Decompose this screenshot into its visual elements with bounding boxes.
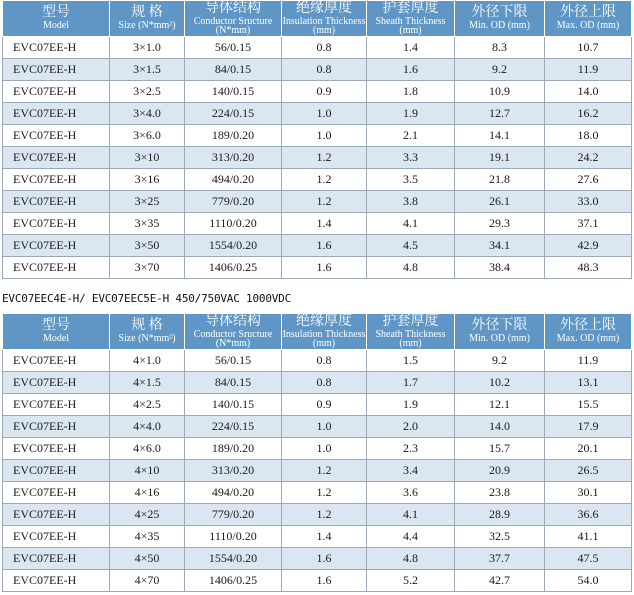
cell-insulation: 1.4 (282, 526, 367, 548)
cell-conductor: 189/0.20 (185, 125, 282, 147)
cell-sheath: 4.8 (367, 548, 455, 570)
header-conductor (185, 1, 282, 37)
cell-model: EVC07EE-H (3, 372, 110, 394)
cell-sheath: 4.8 (367, 257, 455, 279)
table-row (3, 235, 632, 257)
cell-insulation: 1.2 (282, 147, 367, 169)
cell-sheath: 2.1 (367, 125, 455, 147)
table-row (3, 570, 632, 592)
cell-sheath: 4.5 (367, 235, 455, 257)
cell-min-od: 20.9 (455, 460, 545, 482)
cell-model: EVC07EE-H (3, 169, 110, 191)
cell-model: EVC07EE-H (3, 81, 110, 103)
cell-min-od: 23.8 (455, 482, 545, 504)
cell-sheath: 3.4 (367, 460, 455, 482)
cell-conductor: 1554/0.20 (185, 235, 282, 257)
table-row (3, 125, 632, 147)
header-size (110, 314, 185, 350)
cell-insulation: 1.2 (282, 482, 367, 504)
header-row (3, 314, 632, 350)
product-caption: EVC07EEC4E-H/ EVC07EEC5E-H 450/750VAC 1000VDC (2, 292, 292, 305)
cell-conductor: 140/0.15 (185, 394, 282, 416)
cell-max-od: 11.9 (545, 59, 632, 81)
header-sheath-en: Sheath Thickness (mm) (375, 16, 446, 36)
cell-min-od: 32.5 (455, 526, 545, 548)
cell-size: 3×10 (110, 147, 185, 169)
cell-conductor: 779/0.20 (185, 191, 282, 213)
cell-insulation: 1.0 (282, 125, 367, 147)
cell-min-od: 28.9 (455, 504, 545, 526)
cell-size: 3×6.0 (110, 125, 185, 147)
header-insulation-en: Insulation Thickness (mm) (282, 329, 366, 349)
cell-insulation: 1.2 (282, 460, 367, 482)
cell-sheath: 1.6 (367, 59, 455, 81)
header-conductor-zh: 导体结构 (205, 314, 261, 329)
cell-max-od: 37.1 (545, 213, 632, 235)
cell-min-od: 10.9 (455, 81, 545, 103)
cell-size: 4×10 (110, 460, 185, 482)
cell-max-od: 20.1 (545, 438, 632, 460)
cell-min-od: 12.1 (455, 394, 545, 416)
cell-max-od: 24.2 (545, 147, 632, 169)
cell-min-od: 14.0 (455, 416, 545, 438)
cell-size: 4×25 (110, 504, 185, 526)
cell-max-od: 48.3 (545, 257, 632, 279)
table-row (3, 147, 632, 169)
cell-min-od: 26.1 (455, 191, 545, 213)
table-row (3, 372, 632, 394)
table-row (3, 257, 632, 279)
cell-max-od: 10.7 (545, 37, 632, 59)
cell-min-od: 14.1 (455, 125, 545, 147)
cell-model: EVC07EE-H (3, 235, 110, 257)
cell-min-od: 12.7 (455, 103, 545, 125)
table-row (3, 504, 632, 526)
cell-model: EVC07EE-H (3, 59, 110, 81)
header-max-od (545, 1, 632, 37)
cell-insulation: 0.9 (282, 394, 367, 416)
cell-insulation: 1.0 (282, 103, 367, 125)
cell-size: 4×16 (110, 482, 185, 504)
cell-insulation: 0.8 (282, 350, 367, 372)
cell-size: 4×1.5 (110, 372, 185, 394)
table-row (3, 460, 632, 482)
table-row (3, 103, 632, 125)
header-sheath-zh: 护套厚度 (382, 1, 439, 16)
cell-conductor: 1554/0.20 (185, 548, 282, 570)
header-min-od-en: Min. OD (mm) (469, 20, 530, 31)
cell-max-od: 26.5 (545, 460, 632, 482)
cell-insulation: 1.2 (282, 169, 367, 191)
cell-conductor: 84/0.15 (185, 372, 282, 394)
cell-model: EVC07EE-H (3, 570, 110, 592)
cell-min-od: 10.2 (455, 372, 545, 394)
header-model-zh: 型号 (42, 5, 70, 20)
cell-conductor: 779/0.20 (185, 504, 282, 526)
cell-model: EVC07EE-H (3, 416, 110, 438)
cell-conductor: 494/0.20 (185, 169, 282, 191)
header-size-en: Size (N*mm²) (118, 333, 176, 344)
header-insulation (282, 1, 367, 37)
header-max-od-zh: 外径上限 (560, 318, 616, 333)
header-model-en: Model (42, 20, 70, 31)
cell-size: 4×35 (110, 526, 185, 548)
cell-insulation: 1.6 (282, 570, 367, 592)
header-max-od-zh: 外径上限 (560, 5, 616, 20)
cell-conductor: 56/0.15 (185, 37, 282, 59)
header-min-od-zh: 外径下限 (471, 318, 528, 333)
cell-max-od: 47.5 (545, 548, 632, 570)
cell-model: EVC07EE-H (3, 350, 110, 372)
cell-min-od: 29.3 (455, 213, 545, 235)
header-model (3, 1, 110, 37)
table-row (3, 213, 632, 235)
table-row (3, 438, 632, 460)
cell-max-od: 42.9 (545, 235, 632, 257)
cell-sheath: 1.4 (367, 37, 455, 59)
cell-sheath: 1.9 (367, 394, 455, 416)
cell-insulation: 1.2 (282, 504, 367, 526)
cell-min-od: 21.8 (455, 169, 545, 191)
cell-size: 4×4.0 (110, 416, 185, 438)
header-max-od-en: Max. OD (mm) (556, 333, 620, 344)
cell-sheath: 1.8 (367, 81, 455, 103)
cell-sheath: 1.5 (367, 350, 455, 372)
cell-conductor: 494/0.20 (185, 482, 282, 504)
header-sheath-zh: 护套厚度 (382, 314, 439, 329)
cell-max-od: 13.1 (545, 372, 632, 394)
cell-model: EVC07EE-H (3, 125, 110, 147)
header-conductor-en: Conductor Sructure (N*mm) (193, 329, 273, 349)
cell-model: EVC07EE-H (3, 504, 110, 526)
cell-insulation: 1.6 (282, 257, 367, 279)
header-min-od-zh: 外径下限 (471, 5, 528, 20)
header-conductor (185, 314, 282, 350)
table-row (3, 548, 632, 570)
cell-max-od: 54.0 (545, 570, 632, 592)
cell-sheath: 4.1 (367, 213, 455, 235)
cell-max-od: 27.6 (545, 169, 632, 191)
cell-model: EVC07EE-H (3, 257, 110, 279)
header-insulation-en: Insulation Thickness (mm) (282, 16, 366, 36)
cell-size: 3×50 (110, 235, 185, 257)
cell-model: EVC07EE-H (3, 394, 110, 416)
cell-sheath: 4.4 (367, 526, 455, 548)
cell-insulation: 1.2 (282, 191, 367, 213)
header-max-od-en: Max. OD (mm) (556, 20, 620, 31)
cell-max-od: 18.0 (545, 125, 632, 147)
cell-conductor: 1406/0.25 (185, 570, 282, 592)
cell-model: EVC07EE-H (3, 213, 110, 235)
spec-table-3-core (2, 0, 632, 279)
cell-conductor: 140/0.15 (185, 81, 282, 103)
cell-size: 3×1.5 (110, 59, 185, 81)
table-row (3, 169, 632, 191)
header-sheath-en: Sheath Thickness (mm) (375, 329, 446, 349)
cell-conductor: 1110/0.20 (185, 526, 282, 548)
cell-conductor: 1406/0.25 (185, 257, 282, 279)
cell-min-od: 15.7 (455, 438, 545, 460)
cell-max-od: 41.1 (545, 526, 632, 548)
header-size-zh: 规 格 (131, 318, 163, 333)
cell-size: 4×2.5 (110, 394, 185, 416)
table-header (3, 314, 632, 350)
cell-conductor: 189/0.20 (185, 438, 282, 460)
cell-model: EVC07EE-H (3, 548, 110, 570)
cell-size: 3×4.0 (110, 103, 185, 125)
header-min-od-en: Min. OD (mm) (469, 333, 530, 344)
header-model-en: Model (42, 333, 70, 344)
cell-model: EVC07EE-H (3, 460, 110, 482)
cell-conductor: 224/0.15 (185, 103, 282, 125)
table-row (3, 191, 632, 213)
cell-insulation: 0.9 (282, 81, 367, 103)
table-header (3, 1, 632, 37)
cell-max-od: 33.0 (545, 191, 632, 213)
cell-size: 3×35 (110, 213, 185, 235)
header-model (3, 314, 110, 350)
header-conductor-zh: 导体结构 (205, 1, 261, 16)
cell-sheath: 3.8 (367, 191, 455, 213)
cell-model: EVC07EE-H (3, 37, 110, 59)
header-model-zh: 型号 (42, 318, 70, 333)
cell-size: 3×70 (110, 257, 185, 279)
cell-model: EVC07EE-H (3, 147, 110, 169)
cell-min-od: 34.1 (455, 235, 545, 257)
header-sheath (367, 1, 455, 37)
cell-conductor: 313/0.20 (185, 147, 282, 169)
cell-insulation: 1.4 (282, 213, 367, 235)
cell-model: EVC07EE-H (3, 438, 110, 460)
cell-conductor: 313/0.20 (185, 460, 282, 482)
table-row (3, 394, 632, 416)
cell-sheath: 3.6 (367, 482, 455, 504)
cell-insulation: 1.6 (282, 235, 367, 257)
cell-size: 3×2.5 (110, 81, 185, 103)
cell-sheath: 3.3 (367, 147, 455, 169)
header-size (110, 1, 185, 37)
cell-size: 3×1.0 (110, 37, 185, 59)
table-row (3, 350, 632, 372)
cell-conductor: 224/0.15 (185, 416, 282, 438)
header-min-od (455, 314, 545, 350)
cell-sheath: 1.7 (367, 372, 455, 394)
cell-insulation: 0.8 (282, 37, 367, 59)
cell-insulation: 0.8 (282, 372, 367, 394)
cell-insulation: 1.0 (282, 416, 367, 438)
table-row (3, 526, 632, 548)
cell-conductor: 84/0.15 (185, 59, 282, 81)
table-row (3, 81, 632, 103)
cell-min-od: 38.4 (455, 257, 545, 279)
cell-size: 4×6.0 (110, 438, 185, 460)
header-row (3, 1, 632, 37)
header-min-od (455, 1, 545, 37)
cell-model: EVC07EE-H (3, 482, 110, 504)
header-insulation-zh: 绝缘厚度 (296, 314, 352, 329)
table-row (3, 37, 632, 59)
cell-min-od: 19.1 (455, 147, 545, 169)
header-size-zh: 规 格 (131, 5, 163, 20)
cell-sheath: 3.5 (367, 169, 455, 191)
cell-size: 4×70 (110, 570, 185, 592)
cell-max-od: 14.0 (545, 81, 632, 103)
cell-min-od: 9.2 (455, 350, 545, 372)
cell-max-od: 36.6 (545, 504, 632, 526)
table-row (3, 59, 632, 81)
cell-max-od: 30.1 (545, 482, 632, 504)
cell-model: EVC07EE-H (3, 191, 110, 213)
cell-sheath: 2.0 (367, 416, 455, 438)
cell-sheath: 5.2 (367, 570, 455, 592)
cell-size: 3×25 (110, 191, 185, 213)
header-max-od (545, 314, 632, 350)
cell-insulation: 0.8 (282, 59, 367, 81)
cell-size: 3×16 (110, 169, 185, 191)
cell-max-od: 15.5 (545, 394, 632, 416)
cell-conductor: 1110/0.20 (185, 213, 282, 235)
cell-insulation: 1.6 (282, 548, 367, 570)
cell-max-od: 16.2 (545, 103, 632, 125)
header-insulation (282, 314, 367, 350)
header-size-en: Size (N*mm²) (118, 20, 176, 31)
header-insulation-zh: 绝缘厚度 (296, 1, 352, 16)
cell-min-od: 42.7 (455, 570, 545, 592)
cell-insulation: 1.0 (282, 438, 367, 460)
table-row (3, 482, 632, 504)
table-body (3, 350, 632, 592)
cell-max-od: 17.9 (545, 416, 632, 438)
cell-model: EVC07EE-H (3, 526, 110, 548)
table-row (3, 416, 632, 438)
table-body (3, 37, 632, 279)
cell-min-od: 8.3 (455, 37, 545, 59)
cell-max-od: 11.9 (545, 350, 632, 372)
cell-size: 4×1.0 (110, 350, 185, 372)
header-conductor-en: Conductor Sructure (N*mm) (193, 16, 273, 36)
cell-sheath: 4.1 (367, 504, 455, 526)
cell-sheath: 1.9 (367, 103, 455, 125)
spec-table-4-core (2, 313, 632, 592)
cell-size: 4×50 (110, 548, 185, 570)
cell-model: EVC07EE-H (3, 103, 110, 125)
cell-conductor: 56/0.15 (185, 350, 282, 372)
header-sheath (367, 314, 455, 350)
cell-min-od: 9.2 (455, 59, 545, 81)
cell-min-od: 37.7 (455, 548, 545, 570)
cell-sheath: 2.3 (367, 438, 455, 460)
